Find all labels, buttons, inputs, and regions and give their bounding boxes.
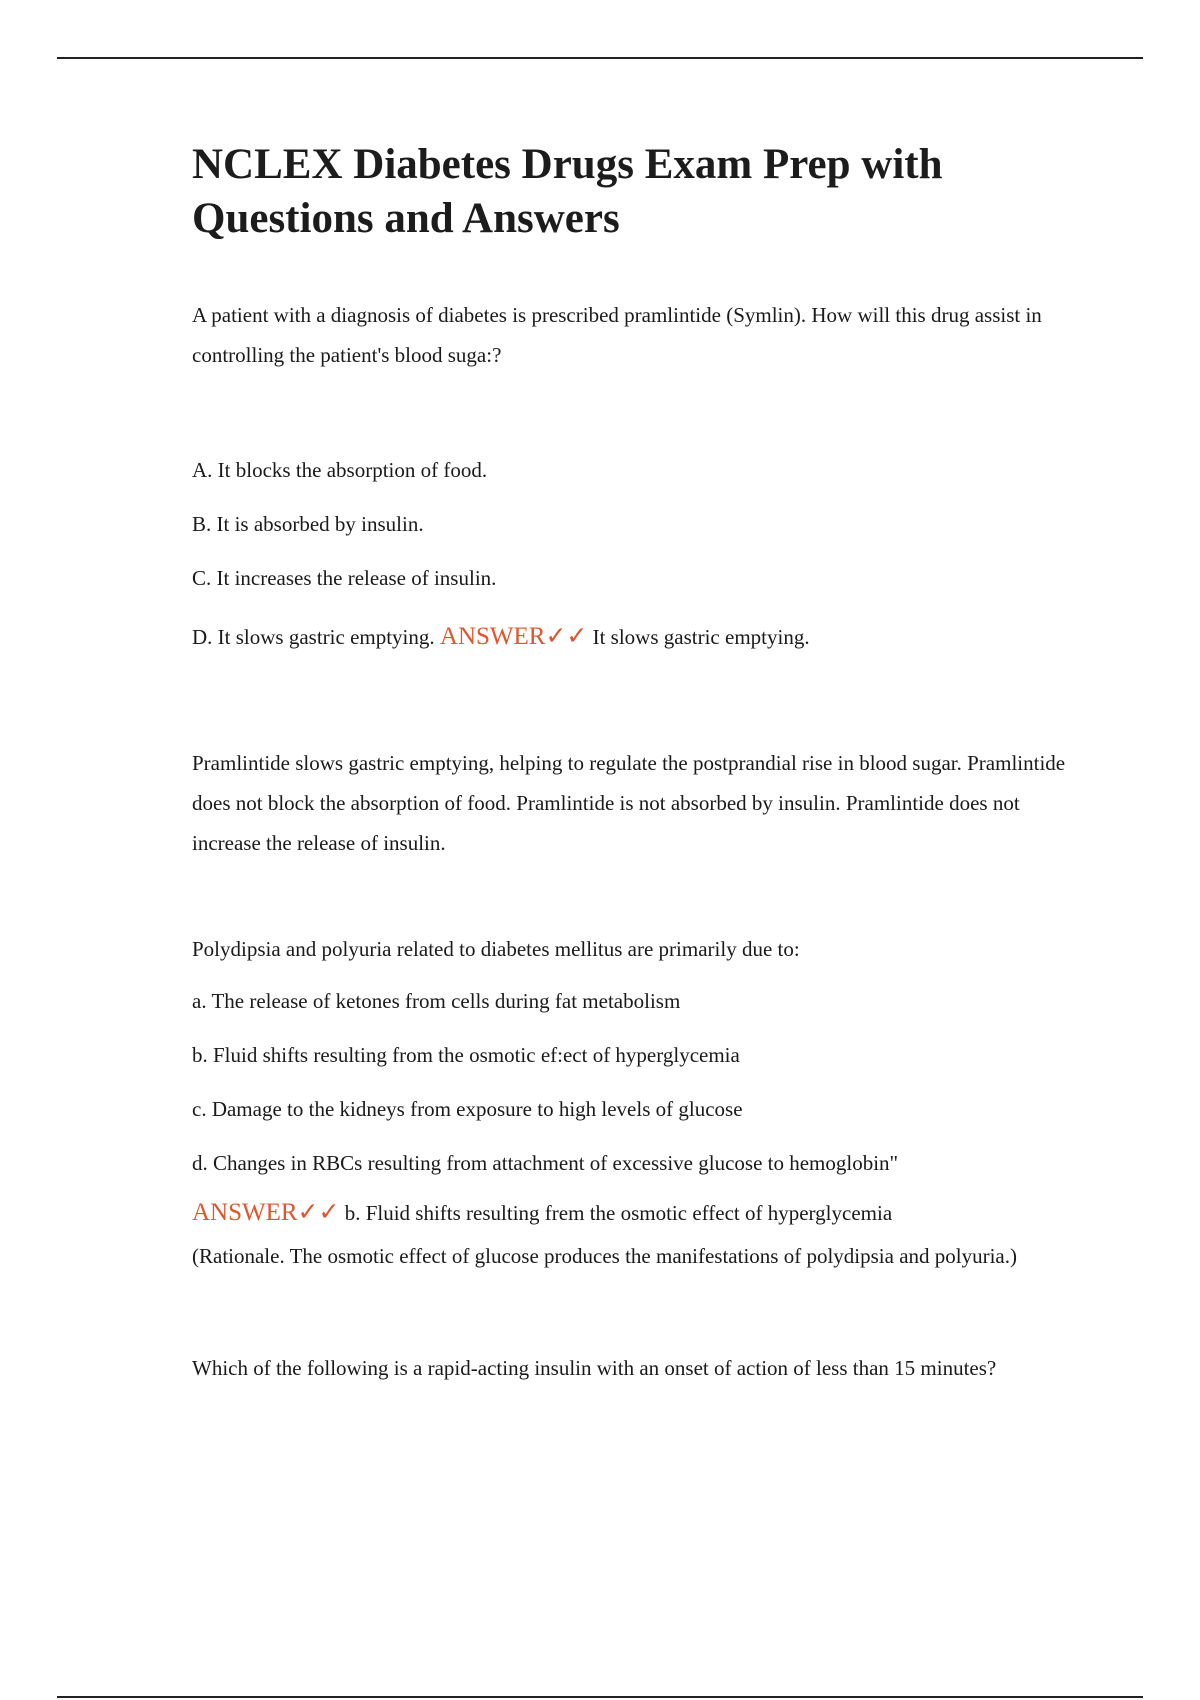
question-2-option-c: c. Damage to the kidneys from exposure to high levels of glucose [192,1097,743,1121]
document-title: NCLEX Diabetes Drugs Exam Prep with Questions and Answers [192,141,943,242]
question-2-option-b: b. Fluid shifts resulting from the osmotic ef:ect of hyperglycemia [192,1043,740,1067]
question-1-option-d-line [192,605,1072,669]
question-1-option-b: B. It is absorbed by insulin. [192,512,424,536]
question-2-answer: b. Fluid shifts resulting frem the osmotic effect of hyperglycemia [344,1201,893,1225]
top-rule [57,57,1143,59]
question-2 [192,929,1072,1276]
question-1-option-d: D. It slows gastric emptying. [192,625,435,649]
question-2-rationale: (Rationale. The osmotic effect of glucose produces the manifestations of polydipsia and polyuria.) [192,1244,1017,1268]
question-2-stem: Polydipsia and polyuria related to diabetes mellitus are primarily due to: [192,937,800,961]
question-1-stem: A patient with a diagnosis of diabetes is prescribed pramlintide (Symlin). How will this drug assist in controlling the patient's blood suga:? [192,303,1042,367]
question-2-option-d: d. Changes in RBCs resulting from attachment of excessive glucose to hemoglobin" [192,1151,899,1175]
question-3-stem: Which of the following is a rapid-acting insulin with an onset of action of less than 15 minutes? [192,1356,997,1380]
question-2-answer-marker: ANSWER✓✓ [192,1199,340,1226]
question-1-option-a: A. It blocks the absorption of food. [192,458,488,482]
question-3 [192,1348,1072,1388]
bottom-rule [57,1696,1143,1698]
question-1-answer: It slows gastric emptying. [592,625,810,649]
document-page [192,138,1072,1388]
question-1 [192,295,1072,863]
question-1-options [192,443,1072,669]
question-2-option-a: a. The release of ketones from cells during fat metabolism [192,989,681,1013]
question-1-rationale: Pramlintide slows gastric emptying, helping to regulate the postprandial rise in blood sugar. Pramlintide does not block the absorption of food. Pramlintide is not absorbed by insulin. Pramlintide does not increase the release of insulin. [192,751,1066,855]
question-1-option-c: C. It increases the release of insulin. [192,566,497,590]
question-2-options [192,974,1072,1190]
question-1-answer-marker: ANSWER✓✓ [439,623,588,650]
question-2-answer-line [192,1190,1072,1236]
